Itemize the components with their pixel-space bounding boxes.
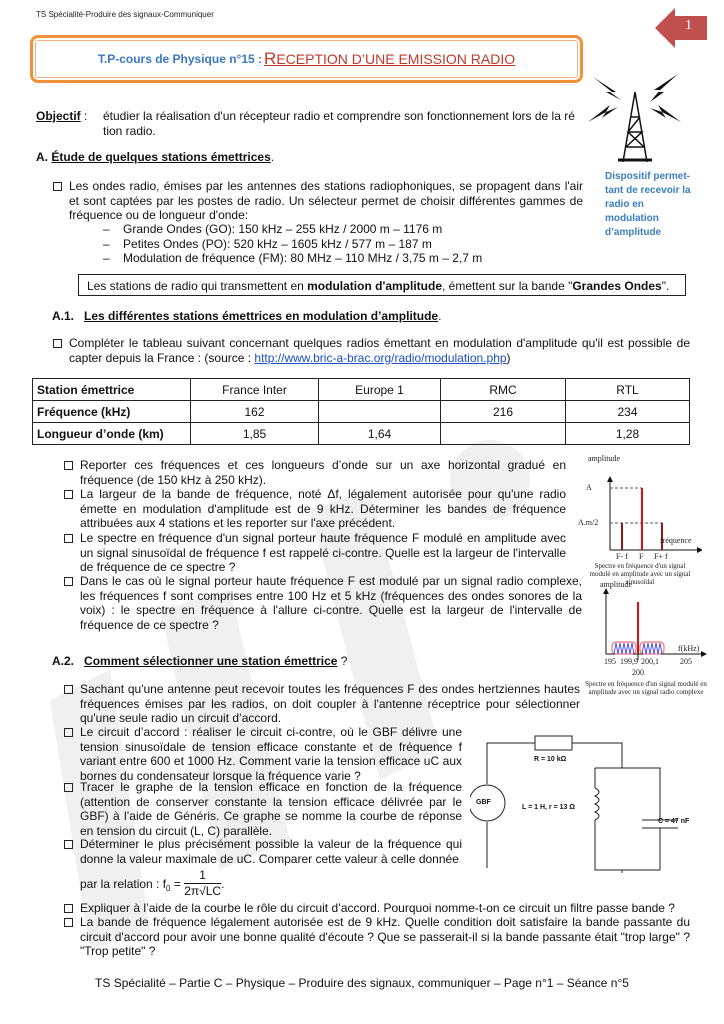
question-item: Dans le cas où le signal porteur haute fréquence F est modulé par un signal radio complexe, les fréquences f sont comprises entre 100 Hz et 5 kHz (fréquences des ondes sonores de la voix) : le spectre en fréquence à l'allure ci-contre. Quelle est la largeur de l'intervalle de fréquence de ce spectre ? [64,574,582,632]
question-item: Expliquer à l’aide de la courbe le rôle du circuit d’accord. Pourquoi nomme-t-on ce circuit un filtre passe bande ? [64,901,690,916]
tick-label: F+ f [654,552,668,561]
tick-label: 200,1 [641,657,659,666]
checkbox-icon [53,182,62,191]
circuit-schematic [470,728,700,873]
gbf-label: GBF [476,799,491,806]
x-axis-label: fréquence [660,536,692,545]
checkbox-icon [64,728,73,737]
figure-caption: Spectre en fréquence d'un signal modulé en amplitude avec un signal radio complexe [585,680,707,696]
tick-label: 205 [680,657,692,666]
question-item: La bande de fréquence légalement autorisée est de 9 kHz. Quelle condition doit satisfaire la bande passante du circuit d'accord pour avoir une bonne qualité d'écoute ? Que se passerait-il si la bande passante était "trop large" ? "Trop petite" ? [64,915,690,959]
objective-text: étudier la réalisation d'un récepteur radio et comprendre son fonctionnement lors de la ré tion radio. [103,109,575,138]
checkbox-icon [64,783,73,792]
resonance-formula: par la relation : $f_0$ = $\frac{1}{2\pi√LC}$ . [80,868,225,898]
table-instructions: Compléter le tableau suivant concernant quelques radios émettant en modulation d'amplitude qu'il est possible de capter depuis la France : (source : http://www.bric-a-brac.org/radio/modulation.php) [53,336,690,365]
checkbox-icon [64,534,73,543]
checkbox-icon [64,490,73,499]
a-label: A [586,483,592,492]
title-prefix: T.P-cours de Physique n°15 : [97,52,263,66]
carrier-line [641,488,643,550]
radio-antenna-icon [588,72,683,164]
section-a-heading: A. Étude de quelques stations émettrices. [36,150,275,164]
question-item: Le spectre en fréquence d'un signal porteur haute fréquence F modulé en amplitude avec un signal sinusoïdal de fréquence f est rappelé ci-contre. Quelle est la largeur de l'intervalle de fréquence de ce spectre ? [64,531,566,575]
page-badge: 1 [655,8,707,48]
tick-label: F- f [616,552,628,561]
spectrum-complex-figure [585,580,708,710]
band-item: – Petites Ondes (PO): 520 kHz – 1605 kHz / 577 m – 187 m [103,236,432,251]
question-item: Reporter ces fréquences et ces longueurs d’onde sur un axe horizontal gradué en fréquence (de 150 kHz à 250 kHz). [64,458,566,487]
table-row: Station émettrice France Inter Europe 1 RMC RTL [33,379,690,401]
tick-label: 200 [632,668,644,677]
x-axis-label: f(kHz) [678,644,700,653]
question-item: Déterminer le plus précisément possible la valeur de la fréquence qui donne la valeur maximale de uC. Comparer cette valeur à celle donnée [64,837,462,866]
tick-label: 195 [604,657,616,666]
resistor-label: R = 10 kΩ [534,756,567,763]
table-row: Longueur d’onde (km) 1,85 1,64 1,28 [33,423,690,445]
running-header: TS Spécialité-Produire des signaux-Communiquer [36,10,214,19]
inductor-label: L = 1 H, r = 13 Ω [522,804,575,811]
checkbox-icon [64,577,73,586]
question-item: La largeur de la bande de fréquence, noté Δf, légalement autorisée pour qu'une radio émette en modulation d'amplitude est de 9 kHz. Déterminer les bandes de fréquence attribuées aux 4 stations et les reporter sur l'axe précédent. [64,487,566,531]
section-a2-heading: A.2. Comment sélectionner une station émettrice ? [52,654,348,668]
band-item: – Modulation de fréquence (FM): 80 MHz – 110 MHz / 3,75 m – 2,7 m [103,251,483,266]
title-box [30,35,583,83]
spectrum-sinusoidal-figure [572,450,702,586]
circuit-diagram [470,728,700,873]
stations-table [32,378,690,445]
antenna-caption: Dispositif permet-tant de recevoir la radio en modulation d’amplitude [605,171,691,238]
am2-label: A.m/2 [578,518,599,527]
sideband-left [621,523,623,550]
y-axis-label: amplitude [588,454,620,463]
band-list [103,222,482,266]
radio-waves-paragraph: Les ondes radio, émises par les antennes des stations radiophoniques, se propagent dans l'air et sont captées par les postes de radio. Un sélecteur permet de choisir différentes gammes de fréquence ou de longueur d'onde: [53,179,583,223]
checkbox-icon [64,840,73,849]
checkbox-icon [64,685,73,694]
question-item: Le circuit d’accord : réaliser le circuit ci-contre, où le GBF délivre une tension sinusoïdale de tension efficace constante et de fréquence f variant entre 600 et 1000 Hz. Comment varie la tension efficace uC aux bornes du condensateur lorsque la fréquence varie ? [64,725,462,783]
page-footer: TS Spécialité – Partie C – Physique – Produire des signaux, communiquer – Page n°1 – Séance n°5 [95,976,629,990]
question-item: Tracer le graphe de la tension efficace en fonction de la fréquence (attention de conserver constante la tension efficace délivrée par le GBF) à l’aide de Généris. Ce graphe se nomme la courbe de réponse en tension du circuit (L, C) parallèle. [64,780,462,838]
tick-label: 199,9 [620,657,638,666]
question-item: Sachant qu'une antenne peut recevoir toutes les fréquences F des ondes hertziennes hautes fréquences émises par les radios, on doit coupler à l'antenne réceptrice pour sélectionner qu'une seule radio un circuit d’accord. [64,682,580,726]
checkbox-icon [64,461,73,470]
checkbox-icon [53,339,62,348]
tick-label: F [639,552,644,561]
carrier-line [637,602,639,654]
y-axis-label: amplitude [600,580,632,589]
table-row: Fréquence (kHz) 162 216 234 [33,401,690,423]
objective-label: Objectif : [36,109,88,123]
checkbox-icon [64,904,73,913]
source-link[interactable]: http://www.bric-a-brac.org/radio/modulation.php [254,350,507,365]
title-main: RECEPTION D’UNE EMISSION RADIO [264,49,516,68]
figure-caption: Spectre en fréquence d'un signal modulé en amplitude avec un signal sinusoïdal [589,562,691,586]
arrow-left-icon [655,8,707,48]
key-info-box: Les stations de radio qui transmettent en modulation d'amplitude, émettent sur la bande "Grandes Ondes". [78,274,686,296]
section-a1-heading: A.1. Les différentes stations émettrices en modulation d’amplitude. [52,309,442,323]
band-item: – Grande Ondes (GO): 150 kHz – 255 kHz / 2000 m – 1176 m [103,222,443,236]
capacitor-label: C = 47 nF [658,818,690,825]
checkbox-icon [64,918,73,927]
